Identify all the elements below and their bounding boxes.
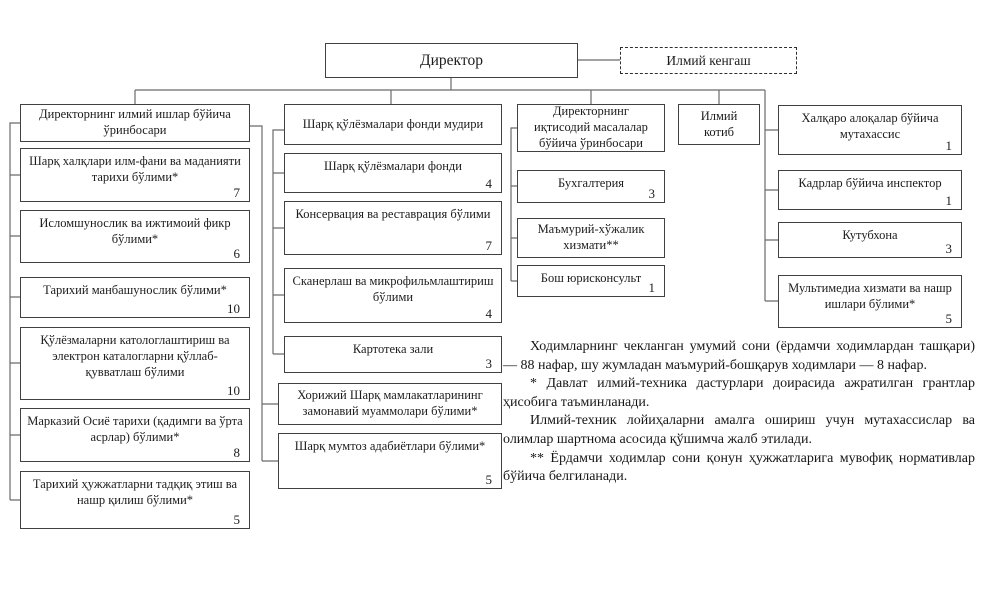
- org-box-international-relations-specialist: [778, 105, 962, 155]
- org-box-label: Шарқ мумтоз адабиётлари бўлими*: [294, 439, 486, 453]
- org-box-oriental-peoples-science-dept: [20, 148, 250, 202]
- org-box-label: Кутубхона: [842, 228, 898, 242]
- staff-count: 1: [945, 137, 952, 153]
- connector-col2-spine: [273, 130, 284, 354]
- org-box-label: Исломшунослик ва ижтимоий фикр бўлими*: [39, 216, 231, 246]
- org-box-manuscripts-fund: [284, 153, 502, 193]
- org-box-historical-documents-dept: [20, 471, 250, 529]
- org-box-director: [325, 43, 578, 78]
- org-box-deputy-science: [20, 104, 250, 142]
- org-box-label: Илмий котиб: [700, 108, 738, 139]
- staff-count: 3: [945, 240, 952, 256]
- staff-count: 6: [233, 245, 240, 261]
- org-box-multimedia-publishing-dept: [778, 275, 962, 328]
- staff-count: 4: [485, 175, 492, 191]
- org-box-label: Шарқ қўлёзмалари фонди мудири: [302, 116, 484, 131]
- org-box-label: Консервация ва реставрация бўлими: [295, 207, 491, 221]
- staff-count: 3: [485, 355, 492, 371]
- org-box-library: [778, 222, 962, 258]
- note-grants-asterisk: * Давлат илмий-техника дастурлари доирасида ажратилган грантлар ҳисобига таъминланади.: [503, 376, 975, 410]
- staff-count: 10: [227, 382, 240, 398]
- staff-count: 8: [233, 444, 240, 460]
- staff-count: 1: [945, 192, 952, 208]
- org-box-hr-inspector: [778, 170, 962, 210]
- org-box-scientific-secretary: [678, 104, 760, 145]
- note-contract-specialists: Илмий-техник лойиҳаларни амалга ошириш учун мутахассислар ва олимлар шартнома асосида қўшимча жалб этилади.: [503, 413, 975, 448]
- org-box-label: Шарқ халқлари илм-фани ва маданияти тарихи бўлими*: [29, 154, 241, 184]
- org-box-deputy-economy: [517, 104, 665, 152]
- staff-count: 7: [485, 237, 492, 253]
- org-box-label: Тарихий ҳужжатларни тадқиқ этиш ва нашр қилиш бўлими*: [32, 477, 238, 507]
- connector-col5-spine: [765, 90, 778, 301]
- org-box-label: Шарқ қўлёзмалари фонди: [324, 159, 462, 173]
- org-box-administrative-service: [517, 218, 665, 258]
- org-box-islamic-studies-dept: [20, 210, 250, 263]
- note-total-staff: Ходимларнинг чекланган умумий сони (ёрдамчи ходимлардан ташқари) — 88 нафар, шу жумладан маъмурий-бошқарув ходимлари — 8 нафар.: [503, 339, 975, 373]
- org-box-cataloguing-dept: [20, 327, 250, 400]
- org-box-accounting: [517, 170, 665, 203]
- org-box-label: Қўлёзмаларни катологлаштириш ва электрон каталогларни қўллаб-қувватлаш бўлими: [40, 333, 230, 379]
- org-box-foreign-east-problems-dept: [278, 383, 502, 425]
- org-box-manuscripts-fund-head: [284, 104, 502, 145]
- org-box-classical-literature-dept: [278, 433, 502, 489]
- org-box-label: Бош юрисконсульт: [540, 271, 642, 285]
- org-box-label: Кадрлар бўйича инспектор: [798, 176, 942, 190]
- org-box-label: Хорижий Шарқ мамлакатларининг замонавий муаммолари бўлими*: [297, 388, 483, 418]
- org-box-historical-sources-dept: [20, 277, 250, 318]
- footnotes: [503, 338, 975, 487]
- note-support-staff-asterisk: ** Ёрдамчи ходимлар сони қонун ҳужжатларига мувофиқ нормативлар бўйича белгиланади.: [503, 450, 975, 485]
- org-box-label: Сканерлаш ва микрофильмлаштириш бўлими: [292, 274, 494, 304]
- org-box-scanning-microfilm-dept: [284, 268, 502, 323]
- org-box-label: Илмий кенгаш: [666, 53, 751, 68]
- staff-count: 5: [945, 310, 952, 326]
- org-box-label: Халқаро алоқалар бўйича мутахассис: [801, 111, 939, 141]
- staff-count: 7: [233, 184, 240, 200]
- staff-count: 5: [233, 511, 240, 527]
- org-box-card-index-hall: [284, 336, 502, 373]
- staff-count: 10: [227, 300, 240, 316]
- staff-count: 3: [648, 185, 655, 201]
- connector-deputy-research-spine: [248, 126, 278, 461]
- org-box-label: Картотека зали: [352, 342, 434, 356]
- org-box-chief-legal-counsel: [517, 265, 665, 297]
- staff-count: 1: [648, 279, 655, 295]
- org-box-scientific-council: [620, 47, 797, 74]
- org-box-label: Директорнинг илмий ишлар бўйича ўринбосари: [39, 107, 231, 137]
- org-box-label: Мультимедиа хизмати ва нашр ишлари бўлими*: [788, 281, 952, 311]
- org-box-label: Тарихий манбашунослик бўлими*: [43, 283, 227, 297]
- org-box-label: Директор: [420, 51, 483, 69]
- staff-count: 5: [485, 471, 492, 487]
- org-box-label: Маъмурий-хўжалик хизмати**: [537, 222, 645, 252]
- org-box-conservation-restoration-dept: [284, 201, 502, 255]
- org-box-label: Директорнинг иқтисодий масалалар бўйича ўринбосари: [534, 104, 648, 150]
- connector-col1-spine: [10, 123, 20, 500]
- staff-count: 4: [485, 305, 492, 321]
- org-box-label: Бухгалтерия: [557, 176, 625, 190]
- org-box-central-asia-history-dept: [20, 408, 250, 462]
- org-box-label: Марказий Осиё тарихи (қадимги ва ўрта асрлар) бўлими*: [27, 414, 243, 444]
